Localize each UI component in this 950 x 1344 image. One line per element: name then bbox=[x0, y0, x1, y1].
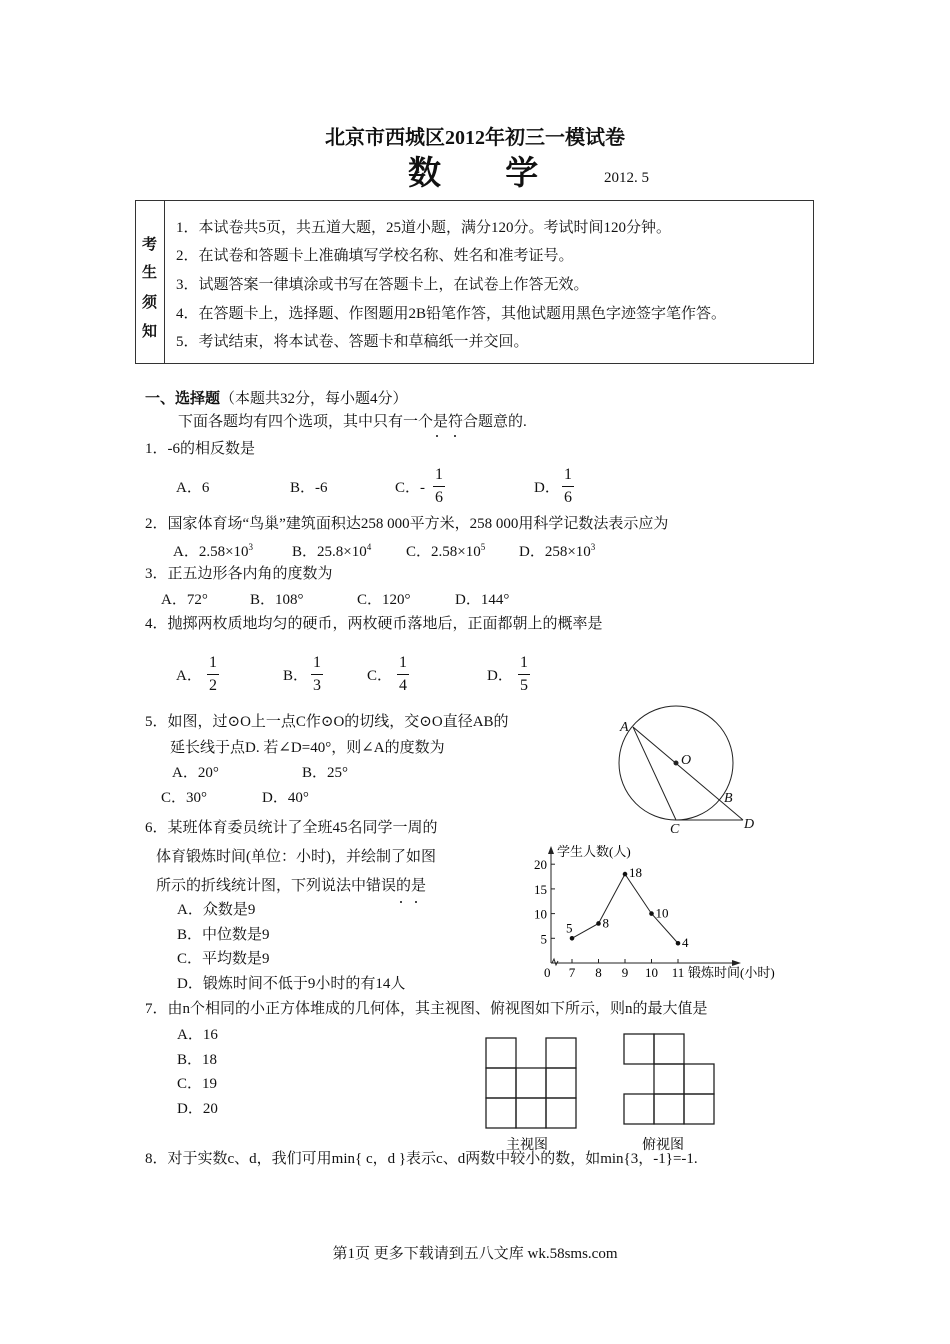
question-5-line2: 延长线于点D. 若∠D=40°，则∠A的度数为 bbox=[170, 740, 445, 756]
q3-option-b: B．108° bbox=[250, 592, 304, 608]
data-label: 10 bbox=[655, 905, 669, 921]
q4-option-b-fraction: $\frac{1}{3}$ bbox=[313, 654, 321, 694]
notice-item: 1．本试卷共5页，共五道大题，25道小题，满分120分。考试时间120分钟。 bbox=[176, 220, 672, 236]
notice-item: 2．在试卷和答题卡上准确填写学校名称、姓名和准考证号。 bbox=[176, 248, 574, 264]
q3-option-c: C．120° bbox=[357, 592, 411, 608]
front-view-cell bbox=[546, 1038, 576, 1068]
data-label: 4 bbox=[682, 935, 689, 951]
line-ad bbox=[633, 727, 743, 820]
q2-option-a: A．$2.58\times 10^3$ bbox=[173, 542, 254, 560]
section-note: （本题共32分，每小题4分） bbox=[220, 391, 408, 407]
data-label: 8 bbox=[602, 915, 609, 931]
top-view-label: 俯视图 bbox=[642, 1138, 684, 1153]
top-view-cell bbox=[654, 1094, 684, 1124]
q6-option-c: C．平均数是9 bbox=[177, 951, 270, 967]
page-footer: 第1页 更多下载请到五八文库 wk.58sms.com bbox=[332, 1246, 618, 1262]
x-tick-label: 10 bbox=[645, 965, 658, 980]
point-label-d: D bbox=[744, 817, 755, 832]
y-tick-label: 20 bbox=[534, 857, 547, 873]
notice-label-char: 知 bbox=[142, 324, 158, 340]
point-label-c: C bbox=[670, 822, 680, 837]
front-view-cell bbox=[486, 1098, 516, 1128]
question-6-line2: 体育锻炼时间(单位：小时)，并绘制了如图 bbox=[156, 849, 436, 865]
data-label: 18 bbox=[629, 865, 642, 881]
q5-option-a: A．20° bbox=[172, 765, 219, 781]
question-7-stem: 7．由n个相同的小正方体堆成的几何体，其主视图、俯视图如下所示，则n的最大值是 bbox=[145, 1001, 708, 1017]
q3-option-a: A．72° bbox=[161, 592, 208, 608]
q1-option-a: A．6 bbox=[176, 480, 210, 496]
front-view-cell bbox=[546, 1068, 576, 1098]
notice-item: 5．考试结束，将本试卷、答题卡和草稿纸一并交回。 bbox=[176, 334, 529, 350]
x-tick-label: 11 bbox=[671, 965, 685, 980]
question-6-line1: 6．某班体育委员统计了全班45名同学一周的 bbox=[145, 820, 438, 836]
q1-option-d-fraction: $\frac{1}{6}$ bbox=[564, 466, 572, 506]
axis-break-mark bbox=[552, 959, 558, 965]
q2-option-d: D．$258\times 10^3$ bbox=[519, 542, 596, 560]
notice-label-char: 生 bbox=[142, 265, 158, 281]
q5-option-c: C．30° bbox=[161, 790, 208, 806]
q2-option-b: B．$25.8\times 10^4$ bbox=[292, 542, 372, 560]
center-point bbox=[674, 761, 678, 765]
q4-option-a-fraction: $\frac{1}{2}$ bbox=[209, 654, 217, 694]
three-view-figures bbox=[486, 1034, 714, 1128]
top-view-cell bbox=[684, 1094, 714, 1124]
q4-option-c-fraction: $\frac{1}{4}$ bbox=[399, 654, 407, 694]
question-3-stem: 3．正五边形各内角的度数为 bbox=[145, 566, 333, 582]
point-label-a: A bbox=[620, 720, 629, 735]
y-tick-label: 10 bbox=[534, 906, 547, 922]
q7-option-a: A．16 bbox=[177, 1027, 218, 1043]
data-point bbox=[596, 921, 601, 926]
q1-option-c: C．- bbox=[395, 480, 426, 496]
exercise-time-line-chart bbox=[534, 844, 775, 980]
notice-label-char: 须 bbox=[142, 295, 158, 311]
top-view-cell bbox=[654, 1034, 684, 1064]
y-axis-label: 学生人数(人) bbox=[557, 844, 631, 859]
section-title: 一、选择题 bbox=[145, 391, 221, 407]
q1-option-c-fraction: $\frac{1}{6}$ bbox=[435, 466, 443, 506]
section-instruction: 下面各题均有四个选项，其中只有一个是符合题意的. bbox=[178, 414, 527, 430]
x-tick-label: 9 bbox=[621, 965, 629, 980]
q7-option-c: C．19 bbox=[177, 1076, 218, 1092]
front-view-label: 主视图 bbox=[506, 1138, 548, 1153]
question-1-stem: 1．-6的相反数是 bbox=[145, 441, 255, 457]
top-view-cell bbox=[624, 1094, 654, 1124]
q5-option-b: B．25° bbox=[302, 765, 349, 781]
q3-option-d: D．144° bbox=[455, 592, 510, 608]
notice-label-char: 考 bbox=[142, 237, 158, 253]
question-4-stem: 4．抛掷两枚质地均匀的硬币，两枚硬币落地后，正面都朝上的概率是 bbox=[145, 616, 603, 632]
top-view-cell bbox=[654, 1064, 684, 1094]
front-view-cell bbox=[486, 1038, 516, 1068]
q4-option-d-fraction: $\frac{1}{5}$ bbox=[520, 654, 528, 694]
exam-title: 北京市西城区2012年初三一模试卷 bbox=[325, 127, 625, 149]
question-5-line1: 5．如图，过⊙O上一点C作⊙O的切线，交⊙O直径AB的 bbox=[145, 714, 509, 730]
q5-option-d: D．40° bbox=[262, 790, 309, 806]
notice-item: 4．在答题卡上，选择题、作图题用2B铅笔作答，其他试题用黑色字迹签字笔作答。 bbox=[176, 306, 727, 322]
q4-option-a: A． bbox=[176, 668, 202, 684]
y-tick-label: 5 bbox=[540, 931, 547, 947]
data-point bbox=[676, 941, 681, 946]
data-point bbox=[649, 911, 654, 916]
q6-option-a: A．众数是9 bbox=[177, 902, 256, 918]
q1-option-b: B．-6 bbox=[290, 480, 328, 496]
q7-option-b: B．18 bbox=[177, 1052, 218, 1068]
q7-option-d: D．20 bbox=[177, 1101, 218, 1117]
notice-item: 3．试题答案一律填涂或书写在答题卡上，在试卷上作答无效。 bbox=[176, 277, 589, 293]
q2-option-c: C．$2.58\times 10^5$ bbox=[406, 542, 486, 560]
subject-heading: 数 学 bbox=[408, 156, 567, 192]
front-view-cell bbox=[546, 1098, 576, 1128]
top-view-cell bbox=[684, 1064, 714, 1094]
q1-option-d: D． bbox=[534, 480, 560, 496]
x-tick-label: 7 bbox=[568, 965, 576, 980]
x-axis-label: 锻炼时间(小时) bbox=[688, 965, 775, 980]
question-8-stem: 8．对于实数c、d，我们可用min{ c，d }表示c、d两数中较小的数，如min{3，-1}=-1. bbox=[145, 1151, 698, 1167]
point-label-o: O bbox=[681, 753, 692, 768]
q6-option-d: D．锻炼时间不低于9小时的有14人 bbox=[177, 976, 406, 992]
data-point bbox=[570, 936, 575, 941]
top-view-cell bbox=[624, 1034, 654, 1064]
front-view-cell bbox=[486, 1068, 516, 1098]
q4-option-c: C． bbox=[367, 668, 393, 684]
q4-option-d: D． bbox=[487, 668, 513, 684]
data-point bbox=[623, 872, 628, 877]
x-tick-label: 8 bbox=[595, 965, 602, 980]
question-6-line3: 所示的折线统计图，下列说法中错误的是 bbox=[156, 878, 427, 894]
q6-option-b: B．中位数是9 bbox=[177, 927, 270, 943]
line-ac bbox=[633, 727, 676, 820]
y-axis-arrow bbox=[548, 846, 554, 854]
front-view-cell bbox=[516, 1098, 546, 1128]
y-tick-label: 15 bbox=[534, 881, 547, 897]
point-label-b: B bbox=[724, 791, 733, 806]
question-2-stem: 2．国家体育场“鸟巢”建筑面积达258 000平方米，258 000用科学记数法表示应为 bbox=[145, 516, 669, 532]
q4-option-b: B． bbox=[283, 668, 309, 684]
front-view-cell bbox=[516, 1068, 546, 1098]
data-label: 5 bbox=[566, 920, 573, 936]
exam-date: 2012. 5 bbox=[604, 170, 649, 186]
origin-label: 0 bbox=[544, 965, 551, 980]
